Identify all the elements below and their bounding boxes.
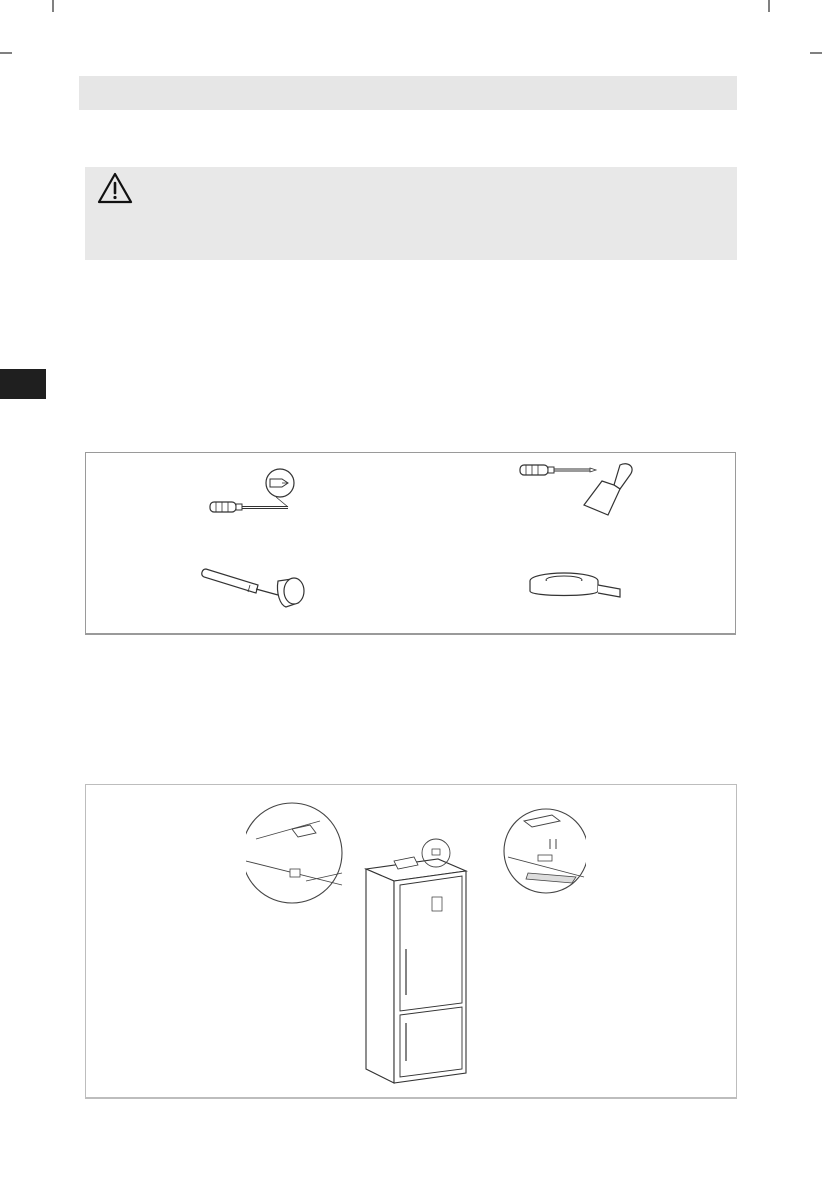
- fridge-door-reversal-diagram: [246, 799, 586, 1089]
- flat-screwdriver-and-scraper-icon: [516, 459, 646, 519]
- phillips-screwdriver-icon: [204, 467, 304, 517]
- crop-mark-top-right: [762, 0, 822, 60]
- language-side-tab: [0, 369, 46, 399]
- crop-mark-top-left: [0, 0, 60, 60]
- fridge-icon: [366, 839, 466, 1083]
- door-reversal-diagram-panel: [85, 784, 737, 1099]
- left-hinge-detail-icon: [246, 803, 342, 903]
- section-header-bar: [79, 76, 737, 110]
- warning-triangle-icon: [97, 172, 133, 204]
- right-hinge-detail-icon: [504, 809, 586, 893]
- rubber-mallet-icon: [194, 563, 324, 613]
- adhesive-tape-icon: [524, 567, 634, 607]
- warning-box: [85, 167, 737, 260]
- tools-panel: [85, 452, 736, 635]
